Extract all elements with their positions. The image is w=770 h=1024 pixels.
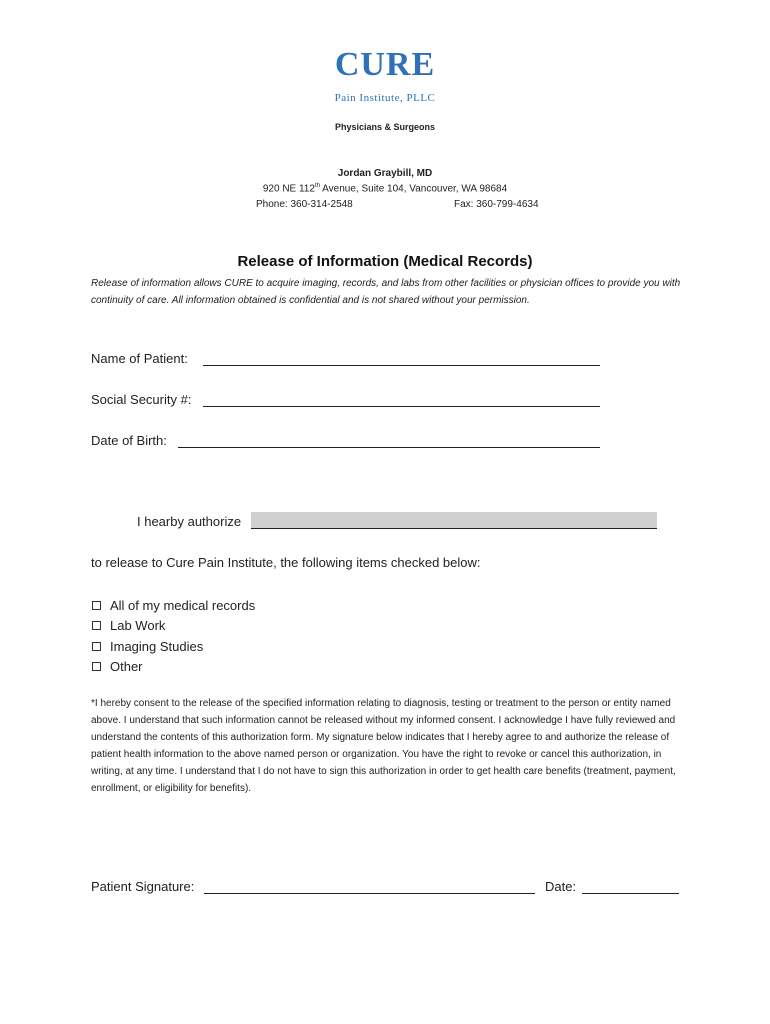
patient-name-label: Name of Patient:	[91, 351, 188, 366]
checklist-item-lab-work[interactable]	[91, 616, 255, 637]
ssn-field[interactable]	[203, 406, 600, 407]
checkbox-icon[interactable]	[92, 662, 101, 671]
address	[0, 183, 770, 194]
checklist-label: Other	[110, 659, 143, 675]
intro-text: Release of information allows CURE to acquire imaging, records, and labs from other facilities or physician offices to provide you with continuity of care. All information obtained is confidential and is not shared without your permission.	[91, 278, 681, 306]
checkbox-icon[interactable]	[92, 621, 101, 630]
checklist-label: Lab Work	[110, 618, 166, 634]
logo-subtitle: Pain Institute, PLLC	[334, 92, 436, 104]
address-superscript: th	[314, 183, 320, 189]
checkbox-icon[interactable]	[92, 642, 101, 651]
date-field[interactable]	[582, 893, 679, 894]
checklist-item-all-records[interactable]	[91, 595, 255, 616]
patient-name-field[interactable]	[203, 365, 600, 366]
tagline: Physicians & Surgeons	[334, 122, 436, 132]
fax-number: Fax: 360-799-4634	[454, 199, 539, 210]
checklist-item-other[interactable]	[91, 657, 255, 678]
release-text: to release to Cure Pain Institute, the following items checked below:	[91, 555, 481, 570]
authorize-field[interactable]	[251, 512, 657, 529]
form-title: Release of Information (Medical Records)	[237, 253, 533, 270]
checklist-item-imaging-studies[interactable]	[91, 636, 255, 657]
signature-label: Patient Signature:	[91, 879, 195, 894]
checklist-label: Imaging Studies	[110, 638, 204, 654]
phone-number: Phone: 360-314-2548	[256, 199, 353, 210]
checkbox-icon[interactable]	[92, 601, 101, 610]
signature-field[interactable]	[204, 893, 535, 894]
ssn-label: Social Security #:	[91, 392, 192, 407]
address-suffix: Avenue, Suite 104, Vancouver, WA 98684	[319, 183, 508, 195]
dob-field[interactable]	[178, 447, 600, 448]
records-checklist	[91, 595, 255, 677]
dob-label: Date of Birth:	[91, 433, 167, 448]
checklist-label: All of my medical records	[110, 597, 256, 613]
authorize-label: I hearby authorize	[137, 514, 242, 529]
doctor-name: Jordan Graybill, MD	[337, 168, 433, 179]
date-label: Date:	[545, 879, 577, 894]
address-prefix: 920 NE 112	[262, 183, 315, 195]
consent-text: *I hereby consent to the release of the specified information relating to diagnosis, testing or treatment to the person or entity named above. I understand that such information cannot be released without my informed consent. I acknowledge I have fully reviewed and understand the contents of this authorization form. My signature below indicates that I hereby agree to and authorize the release of patient health information to the above named person or organization. You have the right to revoke or cancel this authorization, in writing, at any time. I understand that I do not have to sign this authorization in order to get health care benefits (treatment, payment, enrollment, or eligibility for benefits).	[91, 698, 676, 794]
cure-logo: CURE	[334, 46, 436, 83]
